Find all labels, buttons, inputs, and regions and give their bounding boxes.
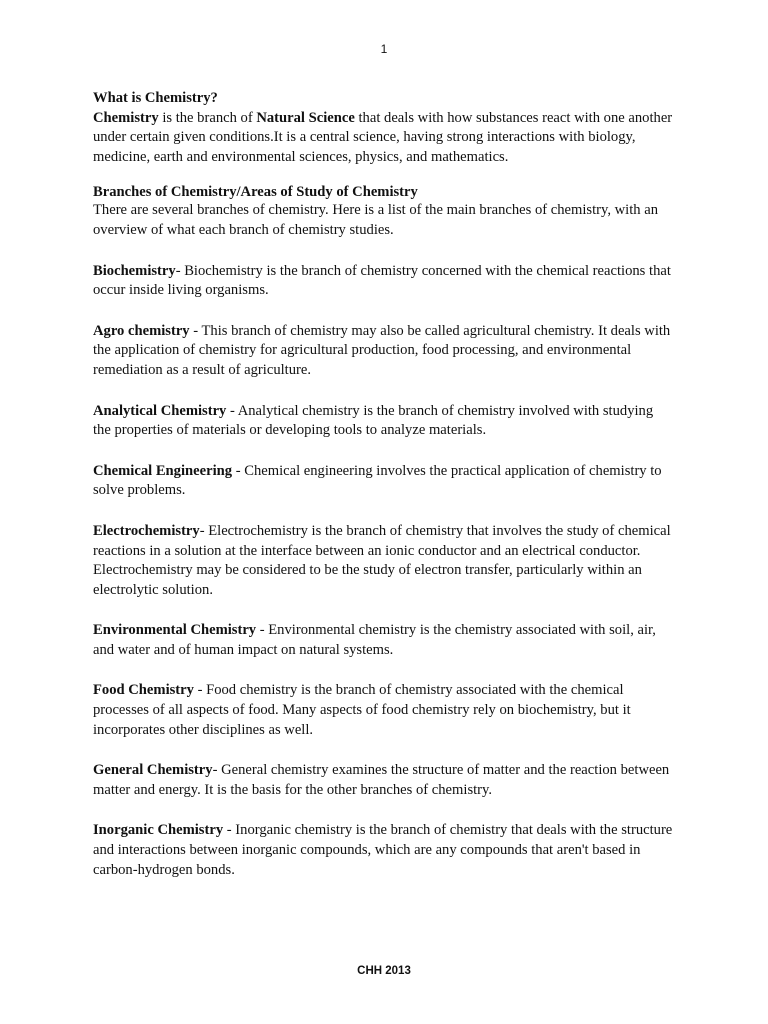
- branch-name: Agro chemistry: [93, 322, 190, 339]
- branch-name: Food Chemistry: [93, 682, 194, 699]
- page-number: 1: [380, 42, 388, 56]
- intro-text-1: is the branch of: [158, 109, 257, 126]
- branch-agro-chemistry: [93, 322, 673, 381]
- branch-description: - Environmental chemistry is the chemistry associated with soil, air, and water and of human impact on natural systems.: [93, 622, 656, 658]
- branch-chemical-engineering: [93, 462, 673, 501]
- intro-text-2: that deals with how substances react with one another under certain given conditions.It is a central science, having strong interactions with biology, medicine, earth and environmental sciences, physics, and mathematics.: [93, 109, 673, 165]
- branch-general-chemistry: [93, 761, 673, 800]
- branch-description: - Food chemistry is the branch of chemistry associated with the chemical processes of all aspects of food. Many aspects of food chemistry rely on biochemistry, but it incorporates other disciplines as well.: [93, 682, 631, 738]
- page-footer: CHH 2013: [357, 965, 411, 977]
- branch-electrochemistry: [93, 522, 673, 600]
- branch-food-chemistry: [93, 681, 673, 740]
- document-body: [93, 89, 673, 901]
- intro-paragraph: [93, 109, 673, 168]
- branch-description: - Electrochemistry is the branch of chemistry that involves the study of chemical reactions in a solution at the interface between an ionic conductor and an electrical conductor. Electrochemistry may be considered to be the study of electron transfer, particularly within an electrolytic solution.: [93, 522, 671, 598]
- intro-term-2: Natural Science: [256, 109, 355, 126]
- branch-description: - General chemistry examines the structure of matter and the reaction between matter and energy. It is the basis for the other branches of chemistry.: [93, 762, 670, 798]
- branch-name: Analytical Chemistry: [93, 402, 227, 419]
- branches-intro: There are several branches of chemistry. Here is a list of the main branches of chemistry, with an overview of what each branch of chemistry studies.: [93, 202, 659, 238]
- branch-description: - Inorganic chemistry is the branch of chemistry that deals with the structure and interactions between inorganic compounds, which are any compounds that aren't based in carbon-hydrogen bonds.: [93, 822, 673, 878]
- branch-name: Biochemistry: [93, 262, 176, 279]
- branch-analytical-chemistry: [93, 402, 673, 441]
- branch-environmental-chemistry: [93, 621, 673, 660]
- branch-name: Electrochemistry: [93, 522, 200, 539]
- page-title: What is Chemistry?: [93, 90, 218, 106]
- intro-term: Chemistry: [93, 109, 159, 126]
- branch-biochemistry: [93, 262, 673, 301]
- branch-description: - Analytical chemistry is the branch of chemistry involved with studying the properties of materials or developing tools to analyze materials.: [93, 402, 654, 439]
- branches-heading: Branches of Chemistry/Areas of Study of Chemistry: [93, 184, 418, 201]
- branch-description: - This branch of chemistry may also be called agricultural chemistry. It deals with the application of chemistry for agricultural production, food processing, and environmental remediation as a result of agriculture.: [93, 322, 671, 378]
- branch-description: - Biochemistry is the branch of chemistry concerned with the chemical reactions that occur inside living organisms.: [93, 262, 671, 299]
- branch-name: Chemical Engineering: [93, 462, 233, 479]
- branch-name: Inorganic Chemistry: [93, 822, 224, 839]
- branch-name: Environmental Chemistry: [93, 622, 257, 639]
- branch-description: - Chemical engineering involves the practical application of chemistry to solve problems.: [93, 462, 662, 499]
- branch-inorganic-chemistry: [93, 821, 673, 880]
- branch-name: General Chemistry: [93, 762, 213, 779]
